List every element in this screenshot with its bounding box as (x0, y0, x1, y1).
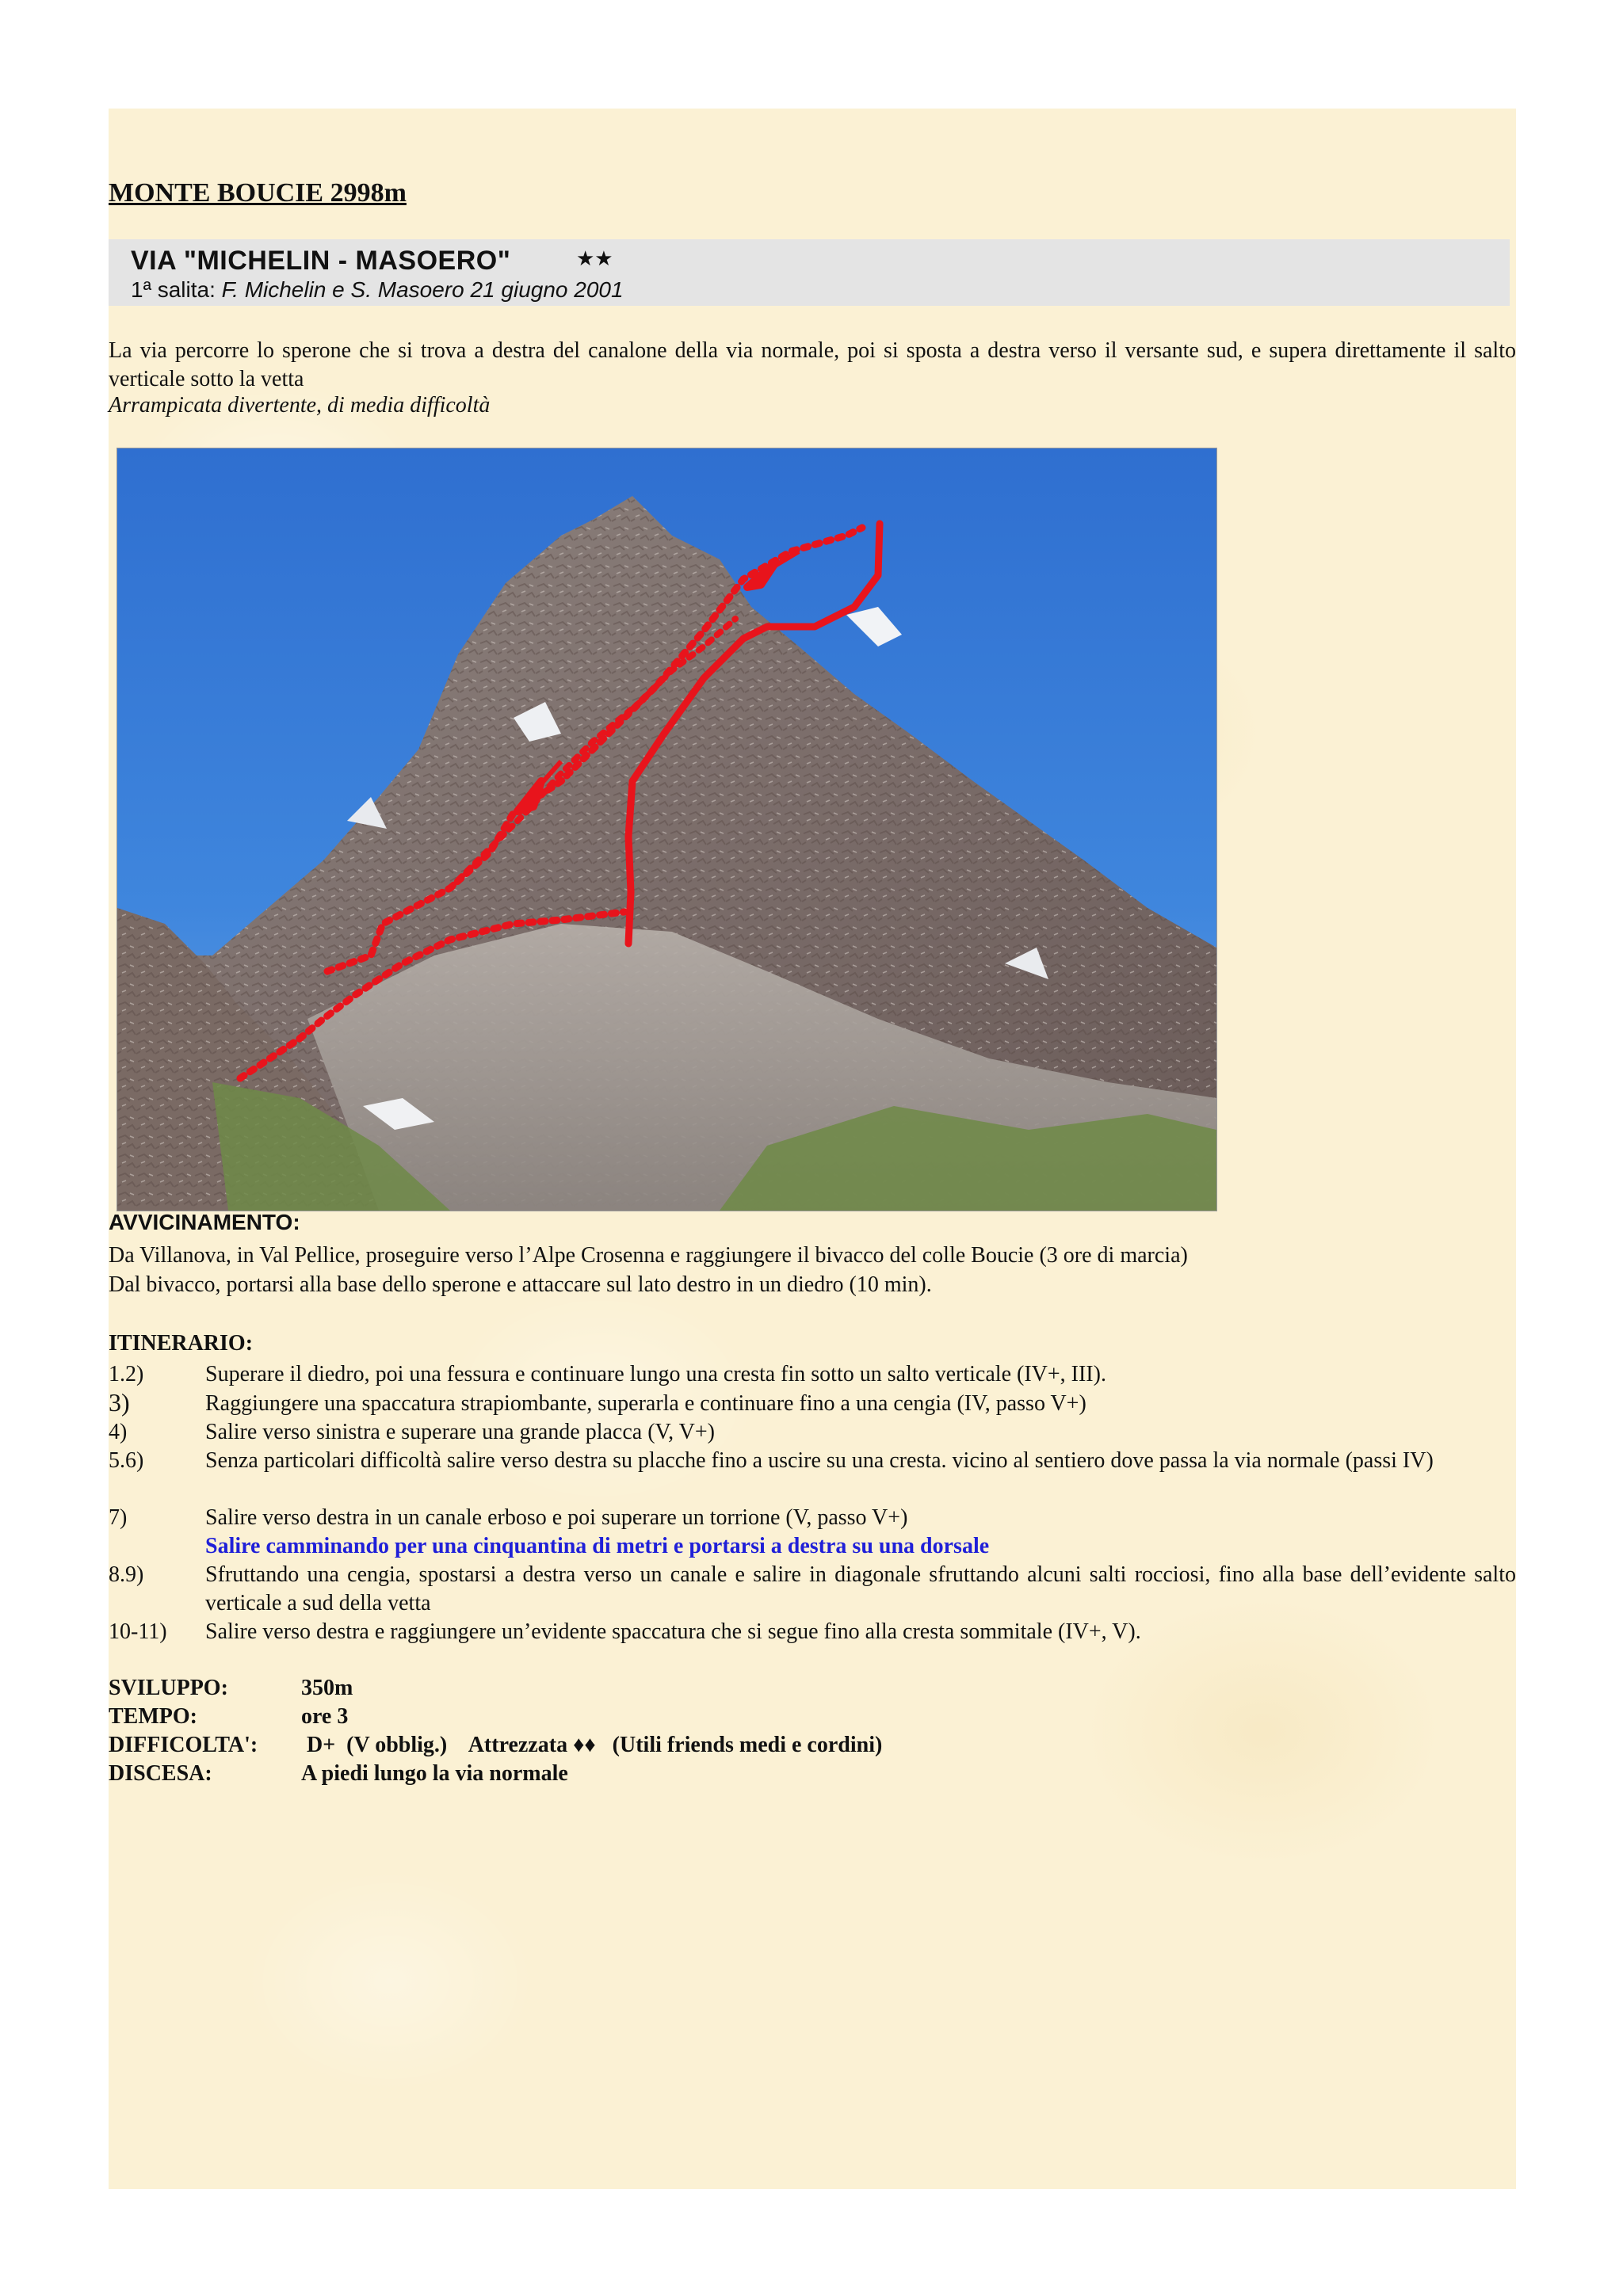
step-number: 4) (109, 1420, 128, 1444)
step-text: Raggiungere una spaccatura strapiombante, superarla e continuare fino a una cengia (IV, passo V+) (205, 1391, 1086, 1416)
route-name: VIA "MICHELIN - MASOERO" (131, 246, 511, 276)
intro-text: La via percorre lo sperone che si trova a destra del canalone della via normale, poi si sposta a destra verso il versante sud, e supera direttamente il salto verticale sotto la vetta (109, 338, 1516, 391)
step-number: 5.6) (109, 1448, 144, 1473)
tempo-value: ore 3 (301, 1704, 349, 1729)
step-number: 1.2) (109, 1362, 144, 1386)
mountain-photo (116, 448, 1217, 1211)
step-text-highlight: Salire camminando per una cinquantina di metri e portarsi a destra su una dorsale (205, 1534, 990, 1558)
step-text: Salire verso sinistra e superare una grande placca (V, V+) (205, 1420, 715, 1444)
step-text: Sfruttando una cengia, spostarsi a destra verso un canale e salire in diagonale sfruttando alcuni salti rocciosi, fino alla base dell’evidente salto verticale a sud della vetta (205, 1562, 1516, 1615)
first-ascent (131, 277, 624, 303)
step-number: 8.9) (109, 1562, 144, 1587)
first-ascent-value: F. Michelin e S. Masoero 21 giugno 2001 (221, 277, 624, 302)
step-number: 3) (109, 1388, 130, 1417)
route-header (109, 239, 1510, 306)
difficolta-label: DIFFICOLTA': (109, 1733, 258, 1757)
step-text: Salire verso destra in un canale erboso e poi superare un torrione (V, passo V+) (205, 1505, 908, 1530)
step-text: Salire verso destra e raggiungere un’evidente spaccatura che si segue fino alla cresta sommitale (IV+, V). (205, 1619, 1141, 1644)
difficolta-value: D+ (V obblig.) Attrezzata ♦♦ (Utili friends medi e cordini) (301, 1733, 883, 1757)
intro-italic: Arrampicata divertente, di media difficoltà (109, 393, 491, 418)
approach-line-1: Da Villanova, in Val Pellice, proseguire verso l’Alpe Crosenna e raggiungere il bivacco del colle Boucie (3 ore di marcia) (109, 1243, 1188, 1268)
page-title: MONTE BOUCIE 2998m (109, 178, 407, 208)
discesa-label: DISCESA: (109, 1761, 212, 1786)
page (109, 109, 1516, 2189)
step-number: 10-11) (109, 1619, 167, 1644)
first-ascent-label: 1ª salita: (131, 277, 222, 302)
step-text: Senza particolari difficoltà salire verso destra su placche fino a uscire su una cresta. vicino al sentiero dove passa la via normale (passi IV) (205, 1448, 1434, 1473)
tempo-label: TEMPO: (109, 1704, 197, 1729)
sviluppo-label: SVILUPPO: (109, 1676, 228, 1700)
step-text: Superare il diedro, poi una fessura e continuare lungo una cresta fin sotto un salto verticale (IV+, III). (205, 1362, 1106, 1386)
itinerary-heading: ITINERARIO: (109, 1331, 254, 1356)
step-number: 7) (109, 1505, 128, 1530)
approach-heading: AVVICINAMENTO: (109, 1210, 300, 1234)
route-stars: ★★ (576, 247, 613, 271)
discesa-value: A piedi lungo la via normale (301, 1761, 568, 1786)
sviluppo-value: 350m (301, 1676, 353, 1700)
approach-line-2: Dal bivacco, portarsi alla base dello sperone e attaccare sul lato destro in un diedro (10 min). (109, 1272, 932, 1297)
